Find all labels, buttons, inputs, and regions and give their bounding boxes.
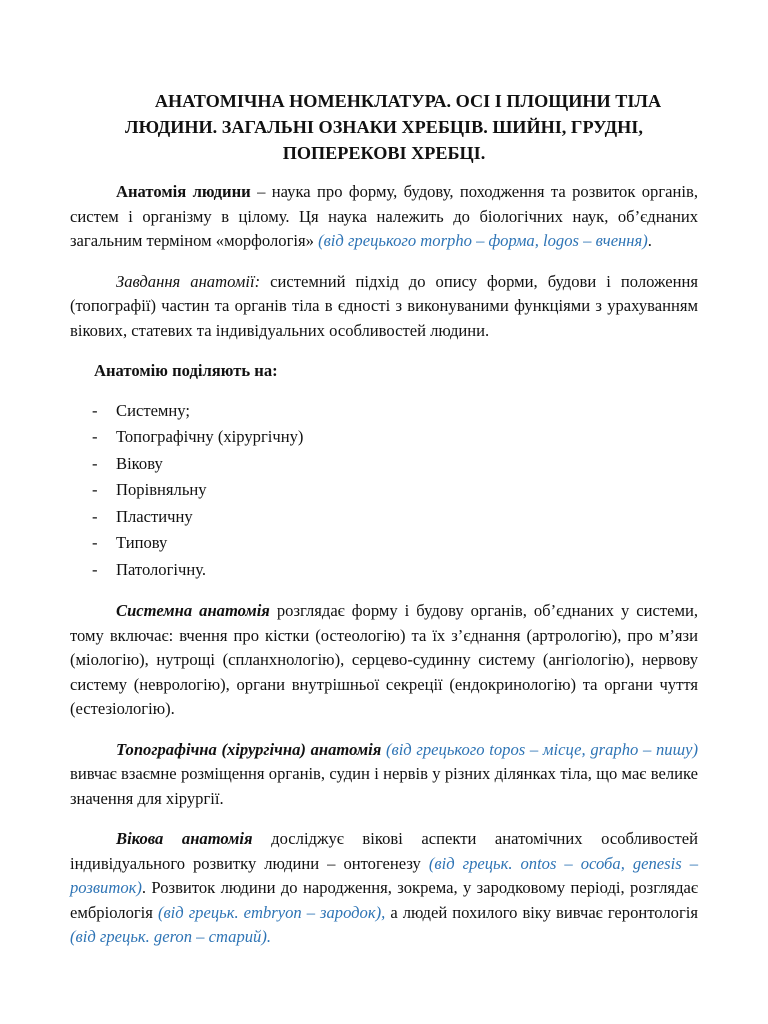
etymology-note: (від грецького topos – місце, grapho – пишу) (381, 739, 698, 759)
term-age-anatomy: Вікова анатомія (116, 829, 253, 848)
list-item (92, 477, 698, 504)
paragraph-age-anatomy (70, 827, 698, 950)
list-item-label: Топографічну (хірургічну) (116, 427, 304, 446)
term-topographic-anatomy: Топографічна (хірургічна) анатомія (116, 739, 382, 759)
paragraph-systemic-anatomy (70, 599, 698, 722)
dash-bullet: - (92, 427, 98, 446)
list-item (92, 504, 698, 531)
term-systemic-anatomy: Системна анатомія (116, 601, 270, 620)
title-line: ЛЮДИНИ. ЗАГАЛЬНІ ОЗНАКИ ХРЕБЦІВ. ШИЙНІ, ГРУДНІ, (125, 117, 643, 137)
title-line: ПОПЕРЕКОВІ ХРЕБЦІ. (282, 143, 486, 163)
title-line: АНАТОМІЧНА НОМЕНКЛАТУРА. ОСІ І ПЛОЩИНИ ТІЛА (154, 91, 662, 111)
etymology-note: (від грецьк. embryon – зародок), (157, 902, 386, 922)
dash-bullet: - (92, 559, 98, 579)
dash-bullet: - (92, 480, 98, 499)
paragraph-text: вивчає взаємне розміщення органів, судин і нервів у різних ділянках тіла, що має велике значення для хірургії. (70, 764, 698, 808)
dash-bullet: - (92, 533, 98, 552)
list-item (92, 451, 698, 478)
paragraph-anatomy-definition (70, 180, 698, 254)
etymology-note: (від грецького morpho – форма, logos – вчення) (318, 231, 648, 250)
division-heading: Анатомію поділяють на: (94, 361, 278, 380)
paragraph-text: . Розвиток людини до народження, зокрема, у зародковому періоді, розглядає ембріологія (70, 878, 698, 922)
list-item-label: Типову (116, 533, 168, 552)
paragraph-text: а людей похилого віку вивчає геронтологія (385, 902, 698, 922)
dash-bullet: - (92, 400, 98, 420)
list-item-label: Вікову (116, 453, 163, 473)
list-item (92, 557, 698, 584)
paragraph-text: системний підхід до опису форми, будови і положення (топографії) частин та органів тіла в єдності з виконуваними функціями з урахуванням вікових, статевих та індивідуальних особливостей людини. (70, 271, 698, 340)
division-list (70, 398, 698, 584)
list-item-label: Системну; (116, 400, 190, 420)
dash-bullet: - (92, 453, 98, 473)
list-item-label: Порівняльну (116, 480, 207, 499)
paragraph-text: розглядає форму і будову органів, об’єднаних у системи, тому включає: вчення про кістки (остеологію) та їх з’єднання (артрологію), про м’язи (міологію), нутрощі (спланхнологію), серцево-судинну систему (ангіологію), нервову систему (неврологію), органи внутрішньої секреції (ендокринологію) та органи чуття (естезіологію). (70, 601, 699, 718)
paragraph-text: . (647, 231, 652, 250)
list-item-label: Пластичну (116, 506, 193, 526)
paragraph-anatomy-tasks (70, 270, 698, 344)
list-item (92, 530, 698, 557)
term-tasks: Завдання анатомії: (116, 271, 261, 291)
paragraph-topographic-anatomy (70, 738, 698, 812)
etymology-note: (від грецьк. geron – старий). (70, 927, 272, 946)
page-title (70, 88, 698, 166)
list-item (92, 398, 698, 425)
list-item-label: Патологічну. (116, 559, 207, 579)
term-anatomy: Анатомія людини (116, 182, 251, 201)
dash-bullet: - (92, 506, 98, 526)
list-item (92, 424, 698, 451)
paragraph-text: – наука про форму, будову, походження та розвиток органів, систем і організму в цілому. Ця наука належить до біологічних наук, об’єднаних загальним терміном «морфологія» (70, 182, 698, 250)
paragraph-text: досліджує вікові аспекти анатомічних особливостей індивідуального розвитку людини – онтогенезу (70, 829, 698, 873)
etymology-note: (від грецьк. ontos – особа, genesis – розвиток) (70, 853, 698, 897)
